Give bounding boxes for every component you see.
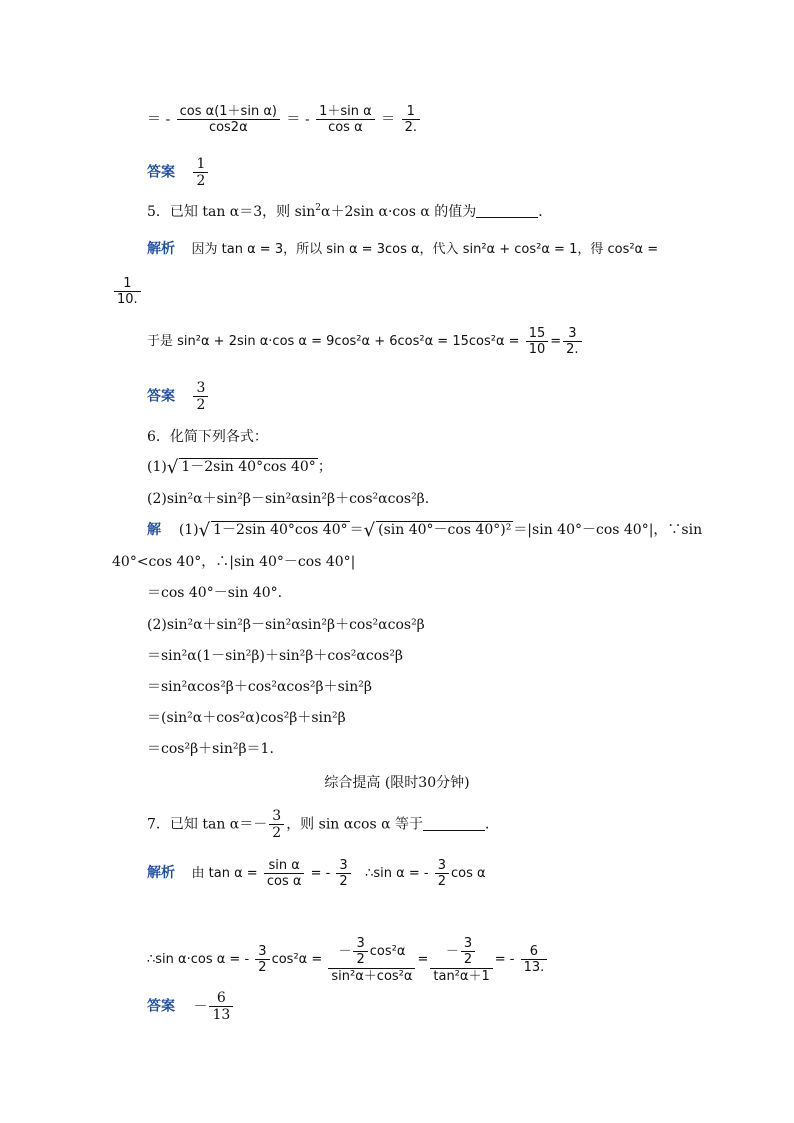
minus-sign: － [445,944,459,959]
block1-equation [147,104,422,135]
q7-stem-a: 7．已知 tan α＝－ [147,816,268,833]
numerator: 6 [209,990,233,1007]
part-label: (1) [178,522,199,538]
denominator: 10. [117,292,138,307]
q5-stem-b: α＋2sin α·cos α 的值为 [321,204,477,220]
denominator: 2 [463,952,473,967]
complex-fraction [430,935,492,984]
q7-analysis-line1 [147,858,486,889]
text: ∴sin α = - [365,866,429,881]
text: ∴sin α·cos α = - [147,952,250,967]
analysis-label: 解析 [147,865,175,881]
denominator: 2 [339,874,348,889]
q5-stem-a: 5．已知 tan α＝3，则 sin [147,204,316,220]
fraction [461,936,475,967]
numerator: 3 [353,936,367,952]
numerator [328,935,415,969]
numerator: 6 [521,944,548,960]
numerator: 15 [526,326,549,342]
q5-answer [147,380,210,413]
text: cos²α [369,944,406,959]
answer-label: 答案 [147,998,175,1015]
q6-solution-step3: ＝sin²αcos²β＋cos²αcos²β＋sin²β [147,679,372,695]
equals-sign: = - [494,952,515,967]
fraction [316,104,375,135]
fraction [563,326,581,357]
answer-fraction [193,156,208,189]
radical-icon: √ [363,520,376,541]
equals-sign: = [417,952,429,967]
denominator: 2 [272,825,282,841]
denominator: cos α [266,874,302,889]
denominator: 13. [523,960,545,975]
equals-sign: ＝ - [286,111,310,128]
q7-stem-c: ． [485,816,500,833]
radical-icon: √ [166,457,179,478]
fraction [255,944,269,975]
q7-stem-b: ，则 sin αcos α 等于 [286,816,424,833]
q5-analysis-line2 [147,326,584,357]
q5-analysis-line1 [147,240,658,259]
answer-fraction [193,380,208,413]
answer-blank[interactable] [423,818,485,831]
denominator: 13 [212,1007,231,1023]
answer-blank[interactable] [476,205,538,218]
denominator: 2. [566,342,579,357]
q6-solution-line1 [147,521,702,540]
fraction [114,276,141,307]
fraction [521,944,548,975]
q7-stem [147,808,499,841]
fraction [435,858,449,889]
text: 由 tan α = [191,866,258,881]
section-heading: 综合提高 (限时30分钟) [324,775,470,791]
numerator: 3 [269,808,284,825]
equals-sign: = [550,334,562,349]
solution-text: ＝|sin 40°－cos 40°|，∵sin [513,522,703,538]
q6-part2 [147,490,429,508]
equals-sign: ＝ - [147,111,171,128]
denominator: 2 [196,397,206,413]
fraction [402,104,420,135]
q5-analysis-text: 因为 tan α = 3，所以 sin α = 3cos α，代入 sin²α + cos²α = 1，得 cos²α = [191,242,659,257]
complex-fraction [328,935,415,984]
numerator: 1＋sin α [316,104,375,120]
denominator: cos α [328,120,363,135]
fraction [177,104,280,135]
numerator: sin α [264,858,305,874]
minus-sign: － [193,998,208,1015]
denominator: 2 [196,173,206,189]
q7-answer [147,990,235,1023]
answer-label: 答案 [147,164,175,181]
fraction [353,936,367,967]
radical-icon: √ [198,520,211,541]
q5-analysis-fraction [112,276,143,307]
q6-part1 [147,458,332,477]
fraction [269,808,284,841]
numerator: cos α(1＋sin α) [177,104,280,120]
solution-label: 解 [147,522,161,538]
fraction [336,858,350,889]
numerator: 3 [255,944,269,960]
q6-solution-step2: ＝sin²α(1－sin²β)＋sin²β＋cos²αcos²β [147,648,404,664]
answer-label: 答案 [147,388,175,405]
numerator: 3 [193,380,208,397]
q6-solution-step1: (2)sin²α＋sin²β－sin²αsin²β＋cos²αcos²β [147,617,425,633]
equals-sign: ＝ [349,522,364,538]
q6-part2-text: (2)sin²α＋sin²β－sin²αsin²β＋cos²αcos²β. [147,491,430,507]
fraction [264,858,305,889]
answer-fraction [209,990,233,1023]
text: cos α [450,866,486,881]
numerator [430,935,492,969]
radicand: 1－2sin 40°cos 40° [181,459,316,475]
denominator: 2 [356,952,365,967]
q5-line2-text: 于是 sin²α + 2sin α·cos α = 9cos²α + 6cos²α = 15cos²α = [147,334,520,349]
numerator: 3 [461,936,475,952]
punctuation: ； [317,459,332,475]
numerator: 3 [435,858,449,874]
denominator: 2 [258,960,267,975]
text: cos²α = [271,952,323,967]
numerator: 1 [193,156,208,173]
q6-solution-line3: ＝cos 40°－sin 40°. [147,585,283,601]
text: = - [310,866,331,881]
denominator: cos2α [208,120,248,135]
q5-stem-c: ． [538,204,553,220]
q6-solution-line2: 40°<cos 40°，∴|sin 40°－cos 40°| [112,554,356,570]
numerator: 1 [402,104,420,120]
q5-stem: 5．已知 tan α＝3，则 $\sin^2\alpha+2\sin$ α·cos α 的值为 ． [147,203,553,220]
q6-title: 6．化简下列各式： [147,429,268,445]
fraction [526,326,549,357]
q7-analysis-line2 [147,935,549,984]
denominator: sin²α＋cos²α [331,969,413,984]
numerator: 1 [114,276,141,292]
block1-answer [147,156,210,189]
numerator: 3 [563,326,581,342]
equals-sign: ＝ [381,111,396,128]
denominator: 2 [437,874,446,889]
denominator: 10 [528,342,546,357]
q6-solution-step4: ＝(sin²α＋cos²α)cos²β＋sin²β [147,710,346,726]
minus-sign: － [338,944,352,959]
q6-solution-step5: ＝cos²β＋sin²β＝1. [147,741,274,757]
analysis-label: 解析 [147,241,175,257]
denominator: tan²α＋1 [433,969,490,984]
numerator: 3 [336,858,350,874]
radicand: 1－2sin 40°cos 40° [213,522,348,538]
radicand: (sin 40°－cos 40°)² [378,522,512,538]
denominator: 2. [404,120,417,135]
part-label: (1) [147,459,167,475]
